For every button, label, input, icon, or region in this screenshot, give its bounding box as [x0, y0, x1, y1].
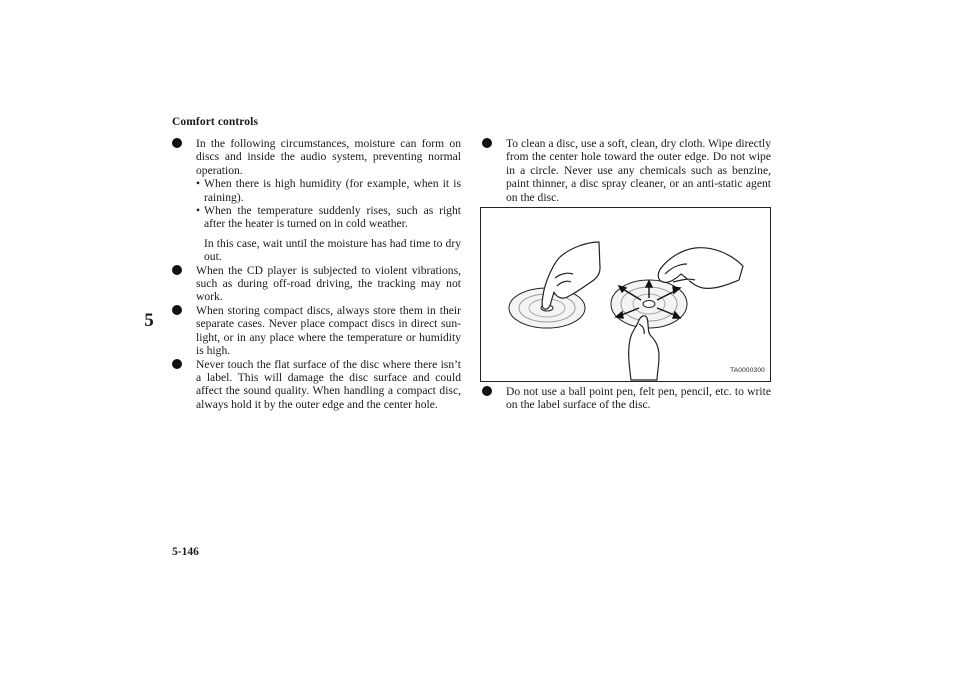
bullet-item-writing [493, 385, 771, 412]
sub-item-humidity [196, 177, 461, 204]
disc-handling-illustration [480, 207, 771, 382]
bullet-dot-icon [172, 359, 182, 369]
right-column [493, 137, 771, 412]
disc-illustration-graphic [481, 208, 770, 381]
bullet-dot-icon [172, 138, 182, 148]
sub-item-temperature [196, 204, 461, 231]
bullet-item-storage [183, 304, 461, 358]
sub-item-text: When there is high humidity (for example, when it is raining). [204, 177, 461, 204]
sub-bullet-icon: • [196, 177, 201, 191]
bullet-text: When the CD player is subjected to violent vibrations, such as during off-road driving, the tracking may not work. [196, 263, 461, 304]
bullet-dot-icon [482, 138, 492, 148]
section-title: Comfort controls [172, 116, 259, 128]
bullet-item-moisture [183, 137, 461, 264]
bullet-text: When storing compact discs, always store them in their separate cases. Never place compact discs in direct sun-light, or in any place where the temperature or humidity is high. [196, 303, 461, 358]
left-column [183, 137, 461, 411]
bullet-text: In the following circumstances, moisture can form on discs and inside the audio system, preventing normal operation. [196, 137, 461, 177]
chapter-tab: 5 [144, 310, 154, 331]
bullet-text: Do not use a ball point pen, felt pen, pencil, etc. to write on the label surface of the disc. [506, 385, 771, 412]
bullet-text: Never touch the flat surface of the disc where there isn’t a label. This will damage the disc surface and could affect the sound quality. When handling a compact disc, always hold it by the outer edge and the center hole. [196, 357, 461, 411]
bullet-item-vibration [183, 264, 461, 304]
bullet-dot-icon [172, 305, 182, 315]
cloth-hand-icon [658, 248, 743, 289]
figure-code-label: TA0000300 [730, 366, 765, 374]
bullet-item-cleaning [493, 137, 771, 204]
bullet-dot-icon [172, 265, 182, 275]
sub-item-text: When the temperature suddenly rises, such as right after the heater is turned on in cold weather. [204, 204, 461, 231]
note-text: In this case, wait until the moisture has had time to dry out. [204, 236, 461, 264]
bullet-dot-icon [482, 386, 492, 396]
sub-bullet-icon: • [196, 204, 201, 218]
bullet-item-handling [183, 358, 461, 412]
page-number: 5-146 [172, 546, 199, 558]
bullet-text: To clean a disc, use a soft, clean, dry cloth. Wipe directly from the center hole toward the outer edge. Do not wipe in a circle. Never use any chemicals such as benzine, paint thinner, a disc spray cleaner, or an anti-static agent on the disc. [506, 137, 771, 204]
